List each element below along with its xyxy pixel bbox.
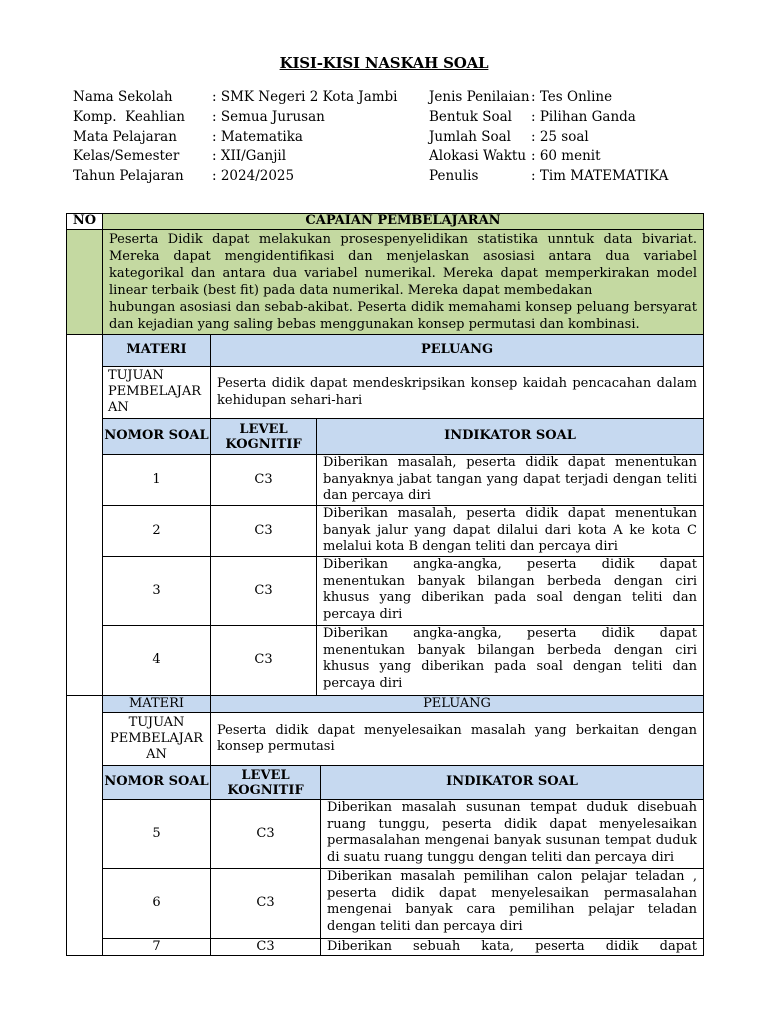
cp-text-part-2: hubungan asosiasi dan sebab-akibat. Peserta didik memahami konsep peluang bersyarat dan kejadian yang saling bebas menggunakan konsep permutasi dan kombinasi. [109,300,697,332]
materi-label: MATERI [102,695,211,713]
indikator-soal-cell: Diberikan sebuah kata, peserta didik dapat [320,938,704,956]
meta-value: : XII/Ganjil [212,148,287,165]
level-kognitif-cell: C3 [210,938,321,956]
nomor-soal-cell: 2 [102,505,211,557]
tujuan-text: Peserta didik dapat mendeskripsikan konsep kaidah pencacahan dalam kehidupan sehari-hari [210,366,704,419]
meta-label: Alokasi Waktu [429,148,527,165]
cp-no-cell [66,229,103,335]
cp-text-part-1: Peserta Didik dapat melakukan prosespenyelidikan statistika unntuk data bivariat. Mereka dapat mengidentifikasi dan menjelaskan asosiasi antara dua variabel kategorikal dan antara dua variabel numerikal. Mereka dapat memperkirakan model linear terbaik (best fit) pada data numerikal. Mereka dapat membedakan [109,232,697,298]
meta-label: Tahun Pelajaran [73,168,184,185]
meta-label: Bentuk Soal [429,108,512,125]
level-kognitif-cell: C3 [210,868,321,939]
nomor-soal-cell: 3 [102,556,211,626]
meta-row [429,167,668,187]
document-title: KISI-KISI NASKAH SOAL [279,54,489,72]
meta-row [73,167,398,187]
meta-info-right [429,88,668,187]
nomor-soal-header: NOMOR SOAL [102,418,211,455]
indikator-soal-cell: Diberikan masalah susunan tempat duduk disebuah ruang tunggu, peserta didik dapat menyelesaikan permasalahan mengenai banyak susunan tempat duduk di suatu ruang tunggu dengan teliti dan percaya diri [320,799,704,869]
block2-no-cell [66,695,103,956]
meta-value: : Semua Jurusan [212,108,325,125]
meta-row [73,147,398,167]
meta-label: Komp. Keahlian [73,108,186,125]
level-kognitif-cell: C3 [210,454,317,506]
tujuan-label: TUJUAN PEMBELAJAR AN [102,712,211,766]
indikator-soal-header: INDIKATOR SOAL [316,418,704,455]
meta-value: : 60 menit [531,148,601,165]
no-header: NO [66,213,103,230]
level-kognitif-cell: C3 [210,556,317,626]
meta-row [429,88,668,108]
nomor-soal-cell: 4 [102,625,211,696]
meta-row [429,147,668,167]
indikator-soal-cell: Diberikan angka-angka, peserta didik dapat menentukan banyak bilangan berbeda dengan ciri khusus yang diberikan pada soal dengan teliti dan percaya diri [316,556,704,626]
nomor-soal-cell: 7 [102,938,211,956]
meta-value: : Pilihan Ganda [531,108,636,125]
tujuan-text: Peserta didik dapat menyelesaikan masalah yang berkaitan dengan konsep permutasi [210,712,704,766]
meta-value: : Tim MATEMATIKA [531,168,669,185]
indikator-soal-header: INDIKATOR SOAL [320,765,704,800]
nomor-soal-header: NOMOR SOAL [102,765,211,800]
meta-row [429,128,668,148]
indikator-soal-cell: Diberikan angka-angka, peserta didik dapat menentukan banyak bilangan berbeda dengan ciri khusus yang diberikan pada soal dengan teliti dan percaya diri [316,625,704,696]
meta-value: : Tes Online [531,89,613,105]
meta-row [429,108,668,128]
indikator-soal-cell: Diberikan masalah, peserta didik dapat menentukan banyak jalur yang dapat dilalui dari kota A ke kota C melalui kota B dengan teliti dan percaya diri [316,505,704,557]
meta-value: : 2024/2025 [212,168,295,185]
meta-value: : 25 soal [531,128,589,145]
nomor-soal-cell: 6 [102,868,211,939]
meta-row [73,88,398,108]
meta-label: Jenis Penilaian [429,89,530,105]
meta-row [73,128,398,148]
materi-value: PELUANG [210,334,704,367]
level-kognitif-cell: C3 [210,799,321,869]
tujuan-label: TUJUAN PEMBELAJAR AN [102,366,211,419]
materi-value: PELUANG [210,695,704,713]
meta-row [73,108,398,128]
cp-header: CAPAIAN PEMBELAJARAN [102,213,704,230]
level-kognitif-header: LEVEL KOGNITIF [210,765,321,800]
meta-label: Nama Sekolah [73,89,173,105]
block1-no-cell [66,334,103,696]
level-kognitif-header: LEVEL KOGNITIF [210,418,317,455]
cp-text-cell [102,229,704,335]
meta-label: Penulis [429,168,479,185]
meta-value: : Matematika [212,128,303,145]
indikator-soal-cell: Diberikan masalah, peserta didik dapat menentukan banyaknya jabat tangan yang dapat terjadi dengan teliti dan percaya diri [316,454,704,506]
indikator-soal-cell: Diberikan masalah pemilihan calon pelajar teladan , peserta didik dapat menyelesaikan permasalahan mengenai banyak cara pemilihan pelajar teladan dengan teliti dan percaya diri [320,868,704,939]
level-kognitif-cell: C3 [210,625,317,696]
meta-label: Kelas/Semester [73,148,180,165]
meta-label: Mata Pelajaran [73,128,177,145]
nomor-soal-cell: 1 [102,454,211,506]
nomor-soal-cell: 5 [102,799,211,869]
meta-value: : SMK Negeri 2 Kota Jambi [212,89,398,105]
materi-label: MATERI [102,334,211,367]
meta-label: Jumlah Soal [429,128,512,145]
meta-info-left [73,88,398,187]
level-kognitif-cell: C3 [210,505,317,557]
